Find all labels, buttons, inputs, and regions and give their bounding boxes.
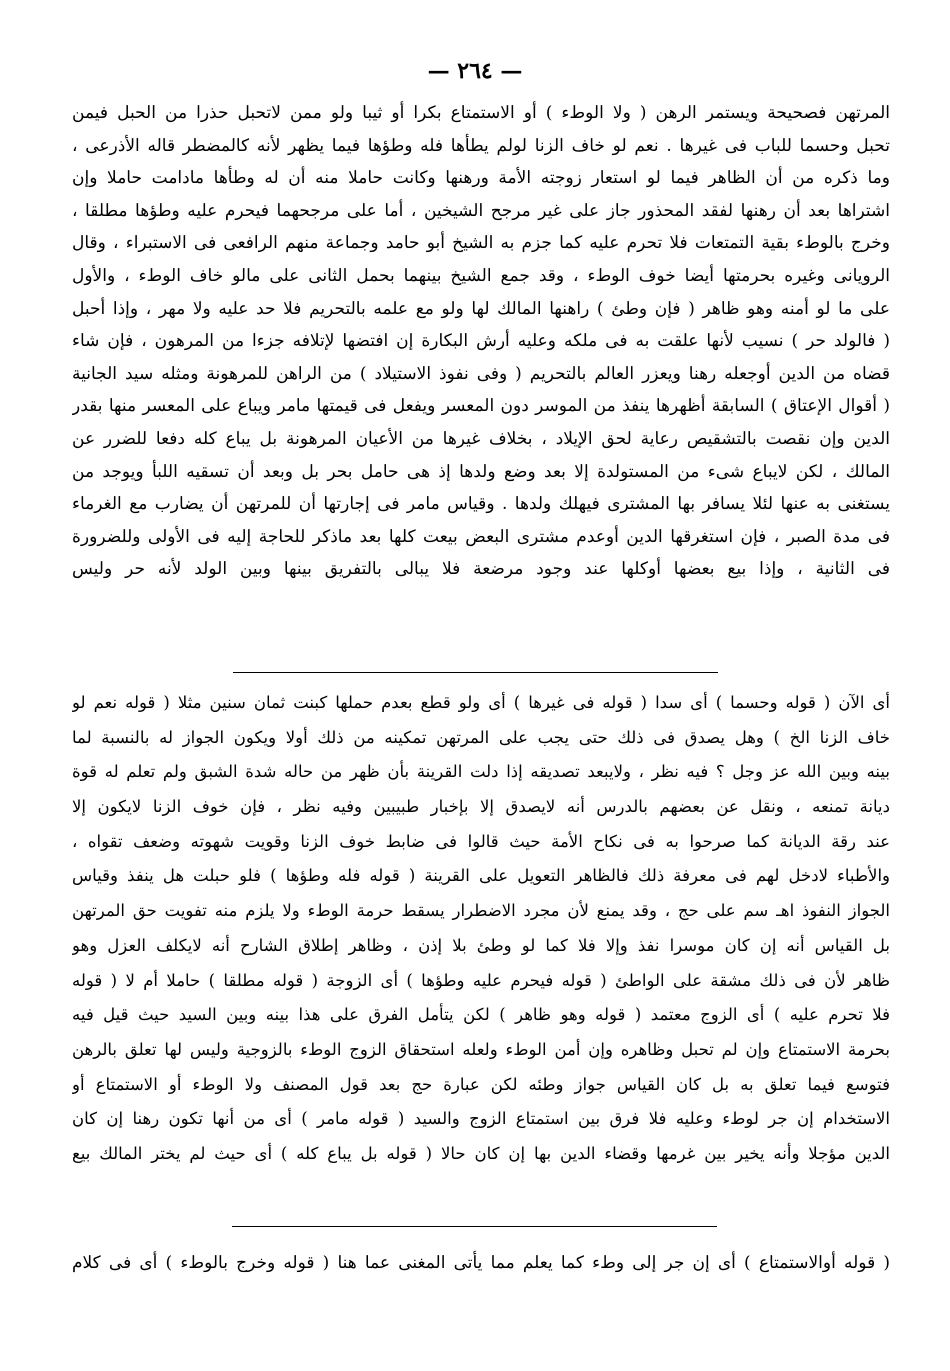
commentary-line: الاستخدام إن جر لوطء وعليه فلا فرق بين استمتاع الزوج والسيد ( قوله مامر ) أى من أنها تكون رهنا إن كان xyxy=(72,1109,890,1129)
page-number: — ٢٦٤ — xyxy=(427,58,523,84)
commentary-line: فلا تحرم عليه ) أى الزوج معتمد ( قوله وهو ظاهر ) لكن يتأمل الفرق على هذا بينه وبين السيد حيث قيل فيه xyxy=(72,1005,890,1025)
main-text-line: الرويانى وغيره بحرمتها أيضا خوف الوطء ، وقد جمع الشيخ بينهما بحمل الثانى على مالو خاف الوطء ، والأول xyxy=(72,265,890,286)
commentary-line: بحرمة الاستمتاع وإن لم تحبل وظاهره وإن أمن الوطء ولعله استحقاق الزوج الوطء بالزوجية وليس لها تعلق بالرهن xyxy=(72,1039,890,1059)
commentary-line: ديانة تمنعه ، ونقل عن بعضهم بالدرس أنه لايصدق إلا بإخبار طبيبين وفيه نظر ، فإن خوف الزنا لايكون إلا xyxy=(72,797,890,817)
main-text-line: فى الثانية ، وإذا بيع بعضها أوكلها عند وجود مرضعة فلا يبالى بالتفريق بينها وبين الولد لأنه حر وليس xyxy=(72,559,890,580)
commentary-line: والأطباء لادخل لهم فى معرفة ذلك فالظاهر التعويل على القرينة ( قوله فله وطؤها ) فلو حبلت هل ينفذ وقياس xyxy=(72,866,890,886)
commentary-line: أى الآن ( قوله وحسما ) أى سدا ( قوله فى غيرها ) أى ولو قطع بعدم حملها كبنت ثمان سنين مثلا ( قوله نعم لو xyxy=(72,693,890,712)
commentary-line: خاف الزنا الخ ) وهل يصدق فى ذلك حتى يجب على المرتهن تمكينه من ذلك أولا ويكون الجواز له بالنسبة لما xyxy=(72,727,890,747)
commentary-line: عند رقة الديانة كما صرحوا به فى نكاح الأمة حيث قالوا فى ضابط خوف الزنا وقويت شهوته وضعف تقواه ، xyxy=(72,831,890,851)
main-text-line: تحبل وحسما للباب فى غيرها . نعم لو خاف الزنا لولم يطأها فله وطؤها فيما يظهر لأنه كالمضطر قاله الأذرعى ، xyxy=(72,135,890,156)
main-text-line: المالك ، لكن لايباع شىء من المستولدة إلا بعد وضع ولدها إذ هى حامل بحر بل وبعد أن تسقيه اللبأ ويوجد من xyxy=(72,461,890,482)
main-text-block xyxy=(72,97,890,586)
main-text-line: قضاه من الدين أوجعله رهنا ويعزر العالم بالتحريم ( وفى نفوذ الاستيلاد ) من الراهن للمرهونة ومثله سيد الجانية xyxy=(72,363,890,384)
commentary-block xyxy=(72,686,890,1172)
commentary-line: بينه وبين الله عز وجل ؟ فيه نظر ، ولايبعد تصديقه إذا دلت القرينة بأن ظهر من حاله شدة الشبق ولم تعلم له قوة xyxy=(72,762,890,782)
footnote-block xyxy=(72,1246,890,1280)
main-text-line: يستغنى به عنها لئلا يسافر بها المشترى فيهلك ولدها . وقياس مامر فى إجارتها أن للمرتهن أن يضارب مع الغرماء xyxy=(72,494,890,515)
main-text-line: وما ذكره من أن الظاهر فيما لو استعار زوجته الأمة ورهنها وكانت حاملا منه أن له وطأها مادامت حاملا وإن xyxy=(72,168,890,189)
section-divider xyxy=(233,672,718,673)
main-text-line: المرتهن فصحيحة ويستمر الرهن ( ولا الوطء ) أو الاستمتاع بكرا أو ثيبا ولو ممن لاتحبل حذرا من الحبل فيمن xyxy=(72,103,890,123)
commentary-line: الدين مؤجلا وأنه يخير بين غرمها وقضاء الدين بها إن كان حالا ( قوله بل يباع كله ) أى حيث لم يختر المالك بيع xyxy=(72,1143,890,1163)
main-text-line: وخرج بالوطء بقية التمتعات فلا تحرم عليه كما جزم به الشيخ أبو حامد وجماعة منهم الرافعى فى الاستبراء ، وقال xyxy=(72,233,890,254)
commentary-line: ظاهر لأن فى ذلك مشقة على الواطئ ( قوله فيحرم عليه وطؤها ) أى الزوجة ( قوله مطلقا ) حاملا أم لا ( قوله xyxy=(72,970,890,990)
commentary-line: الجواز النفوذ اهـ سم على حج ، وقد يمنع لأن مجرد الاضطرار يسقط حرمة الوطء ولا يلزم منه تفويت حق المرتهن xyxy=(72,901,890,921)
main-text-line: على ما لو أمنه وهو ظاهر ( فإن وطئ ) راهنها المالك لها ولو مع علمه بالتحريم فلا حد عليه ولا مهر ، وإذا أحبل xyxy=(72,298,890,319)
footnote-divider xyxy=(232,1226,717,1227)
footnote-line: ( قوله أوالاستمتاع ) أى إن جر إلى وطء كما يعلم مما يأتى المغنى عما هنا ( قوله وخرج بالوطء ) أى فى كلام xyxy=(72,1253,890,1273)
main-text-line: اشتراها بعد أن رهنها لفقد المحذور جاز على غير مرجح الشيخين ، أما على مرجحهما فيحرم عليه وطؤها مطلقا ، xyxy=(72,200,890,221)
commentary-line: بل القياس أنه إن كان موسرا نفذ وإلا فلا كما لو وطئ بلا إذن ، وظاهر إطلاق الشارح أنه لايكلف العزل وهو xyxy=(72,935,890,955)
main-text-line: الدين وإن نقصت بالتشقيص رعاية لحق الإيلاد ، بخلاف غيرها من الأعيان المرهونة بل يباع كله دفعا للضرر عن xyxy=(72,428,890,449)
commentary-line: فتوسع فيما تعلق به بل كان القياس جواز وطئه لكن عبارة حج بعد قول المصنف ولا الوطء أو الاستمتاع أو xyxy=(72,1074,890,1094)
main-text-line: ( فالولد حر ) نسيب لأنها علقت به فى ملكه وعليه أرش البكارة إن افتضها لإتلافه جزءا من المرهون ، فإن شاء xyxy=(72,331,890,352)
main-text-line: فى مدة الصبر ، فإن استغرقها الدين أوعدم مشترى البعض بيعت كلها بعد ماذكر للحاجة إليه فى الأولى وللضرورة xyxy=(72,526,890,547)
main-text-line: ( أقوال الإعتاق ) السابقة أظهرها ينفذ من الموسر دون المعسر ويفعل فى قيمتها مامر ويباع على المعسر منها بقدر xyxy=(72,396,890,417)
